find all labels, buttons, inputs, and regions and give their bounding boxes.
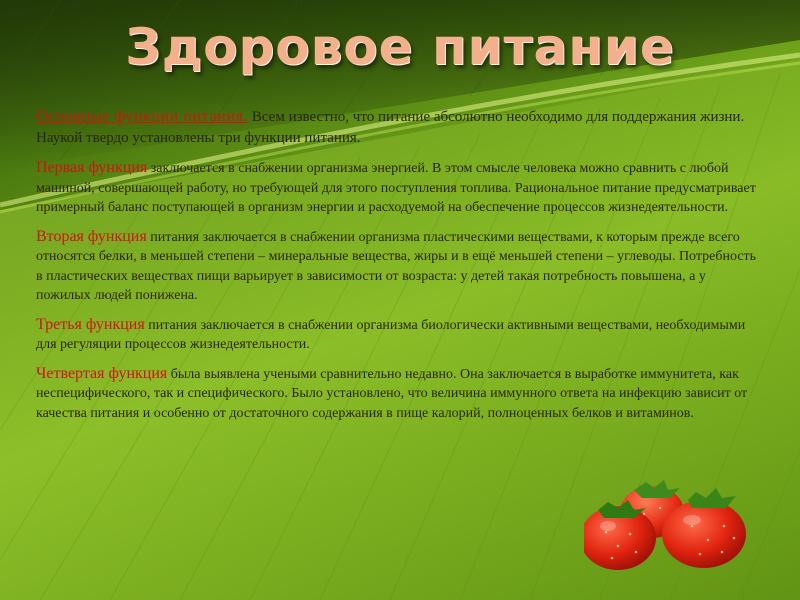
function-paragraph-3 — [36, 315, 760, 355]
slide-title: Здоровое питание — [125, 18, 675, 76]
function-label-4: Четвертая функция — [36, 364, 168, 382]
function-text-1: заключается в снабжении организма энергией. В этом смысле человека можно сравнить с любой машиной, совершающей работу, но требующей для этого поступления топлива. Рациональное питание предусматривает примерный баланс поступающей в организм энергии и расходуемой на обеспечение процессов жизнедеятельности. — [36, 161, 756, 215]
intro-text: Всем известно, что питание абсолютно необходимо для поддержания жизни. Наукой твердо установлены три функции питания. — [36, 109, 745, 146]
function-label-2: Вторая функция — [36, 227, 147, 245]
strawberries-image — [584, 474, 764, 584]
function-paragraph-1 — [36, 158, 760, 218]
function-text-3: питания заключается в снабжении организма биологически активными веществами, необходимыми для регуляции процессов жизнедеятельности. — [36, 317, 746, 352]
intro-paragraph — [36, 106, 760, 149]
function-label-3: Третья функция — [36, 315, 145, 333]
slide-body — [36, 106, 760, 432]
intro-heading: Основные функции питания. — [36, 108, 249, 125]
function-text-4: была выявлена учеными сравнительно недавно. Она заключается в выработке иммунитета, как неспецифического, так и специфического. Было установлено, что величина иммунного ответа на инфекцию зависит от качества питания и особенно от достаточного содержания в пище калорий, полноценных белков и витаминов. — [36, 366, 748, 421]
function-paragraph-4 — [36, 364, 760, 424]
function-label-1: Первая функция — [36, 159, 148, 176]
function-text-2: питания заключается в снабжении организма пластическими веществами, к которым прежде всего относятся белки, в меньшей степени – минеральные вещества, жиры и в ещё меньшей степени – углеводы. Потребность в пластических веществах пищи варьирует в зависимости от возраста: у детей такая потребность повышена, а у пожилых людей понижена. — [36, 229, 757, 303]
function-paragraph-2 — [36, 227, 760, 306]
